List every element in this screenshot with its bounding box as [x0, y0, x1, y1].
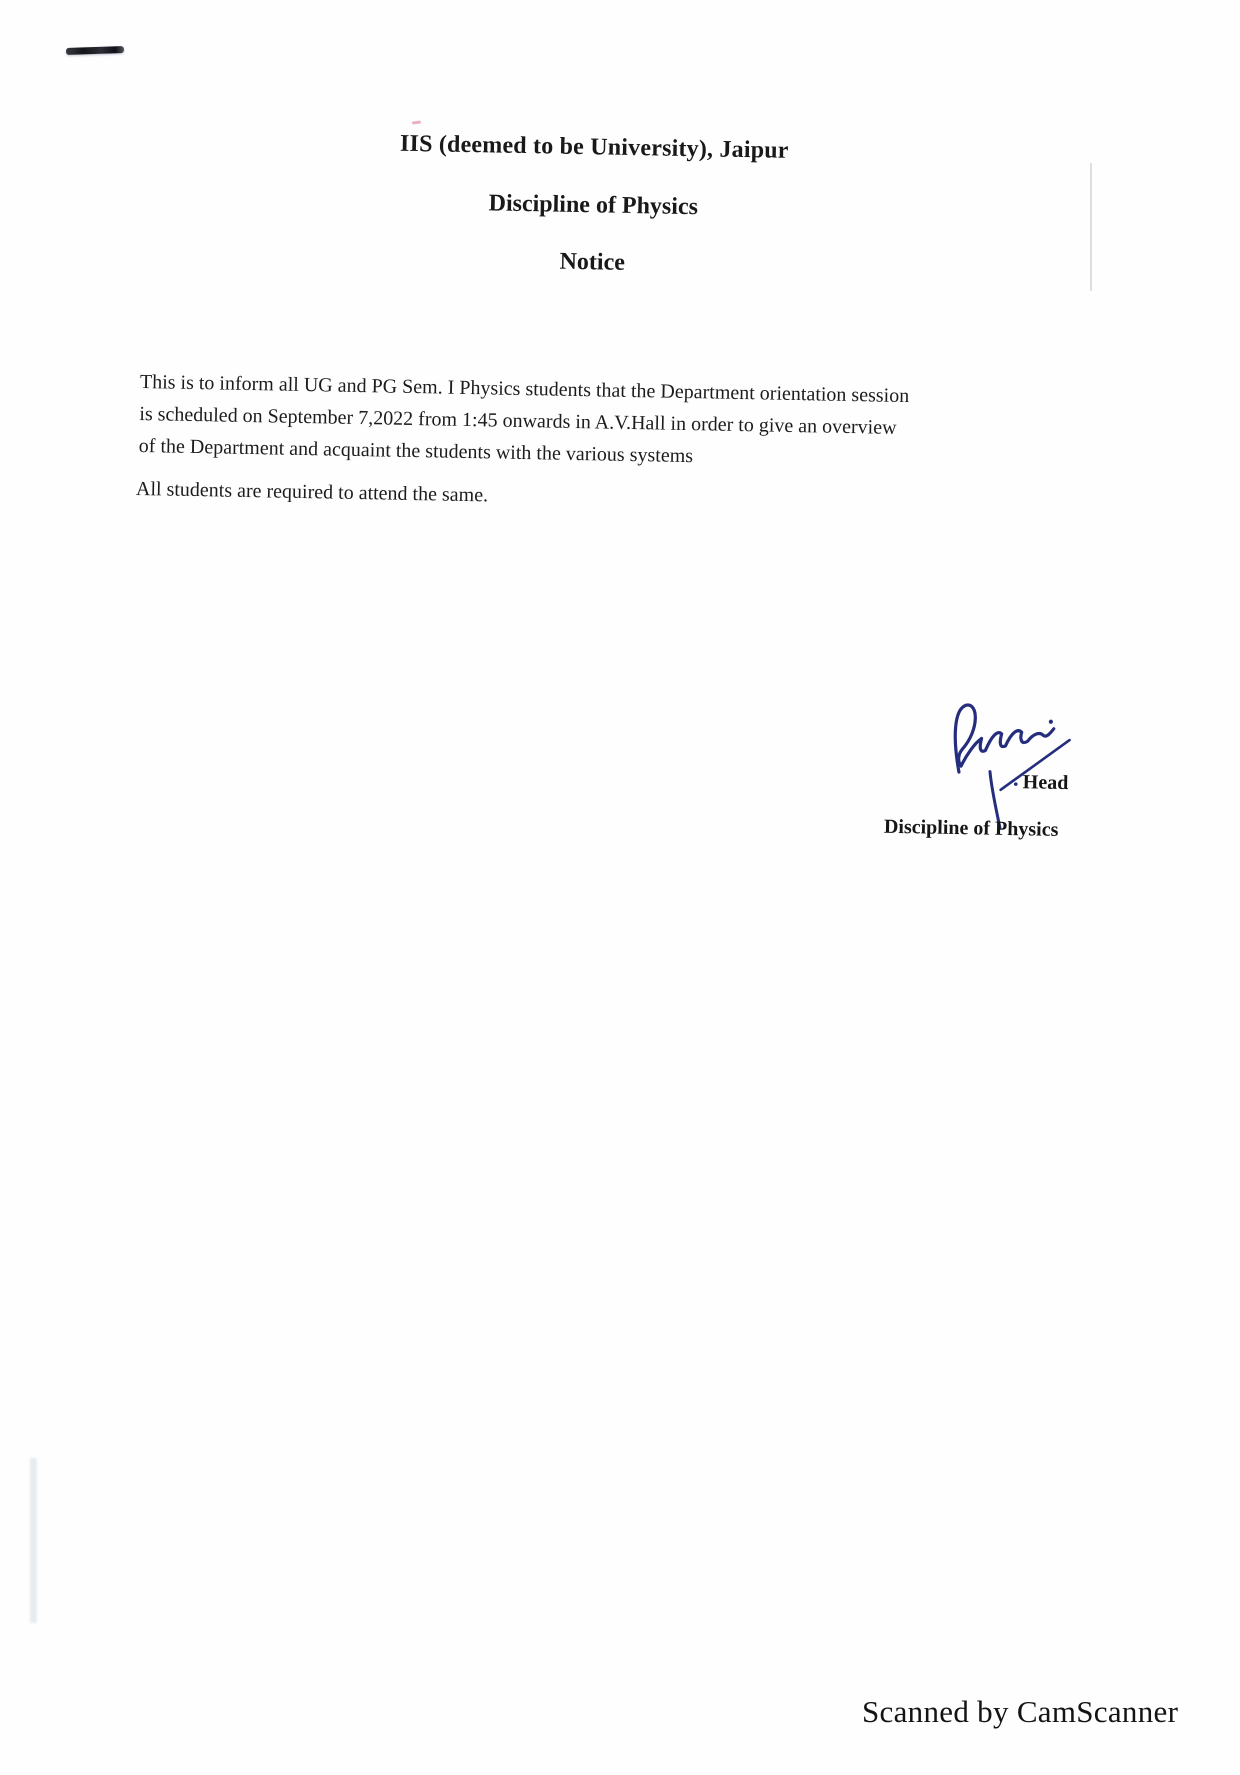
closing-line: All students are required to attend the same. — [135, 477, 489, 507]
department-subtitle: Discipline of Physics — [488, 190, 699, 221]
department-label: Discipline of Physics — [883, 815, 1059, 841]
university-title: IIS (deemed to be University), Jaipur — [399, 130, 789, 164]
notice-heading: Notice — [559, 248, 626, 276]
signature-block — [871, 686, 1144, 861]
head-title-label: Head — [1022, 771, 1069, 795]
notice-header — [62, 125, 1124, 286]
body-line-1: This is to inform all UG and PG Sem. I Physics students that the Department orientation session — [139, 371, 910, 408]
body-line-3: of the Department and acquaint the students with the various systems — [138, 434, 694, 468]
notice-body-paragraph — [138, 366, 909, 476]
body-line-2: is scheduled on September 7,2022 from 1:45 onwards in A.V.Hall in order to give an overview — [139, 402, 897, 439]
camscanner-footer: Scanned by CamScanner — [862, 1694, 1179, 1729]
